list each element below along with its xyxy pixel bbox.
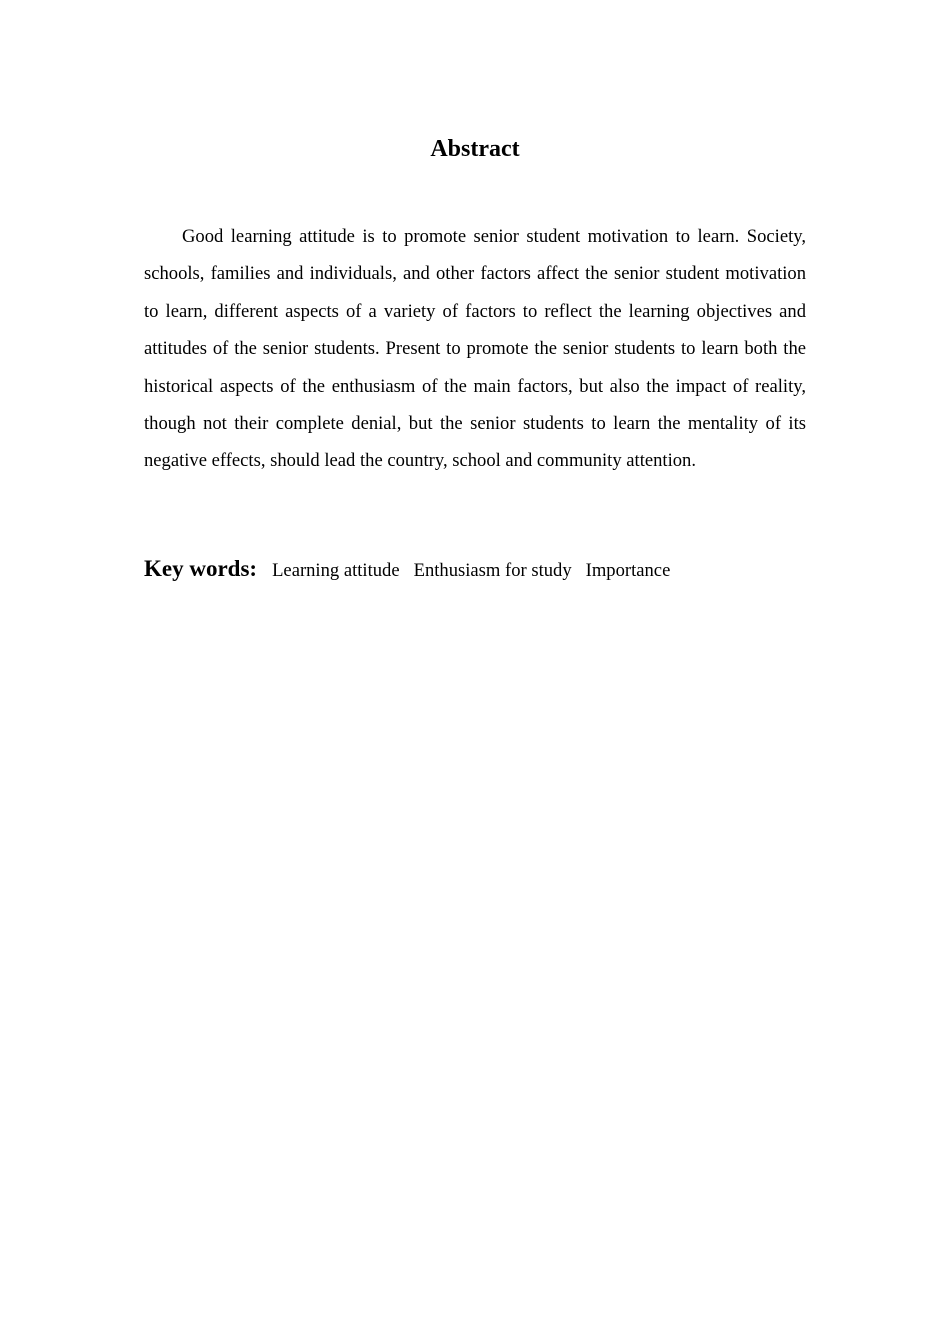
keywords-line xyxy=(144,552,806,589)
keyword-item: Learning attitude xyxy=(272,560,400,581)
abstract-body-text: Good learning attitude is to promote senior student motivation to learn. Society, schools, families and individuals, and other factors affect the senior student motivation to learn, different aspects of a variety of factors to reflect the learning objectives and attitudes of the senior students. Present to promote the senior students to learn both the historical aspects of the enthusiasm of the main factors, but also the impact of reality, though not their complete denial, but the senior students to learn the mentality of its negative effects, should lead the country, school and community attention. xyxy=(144,226,806,472)
keywords-label: Key words: xyxy=(144,556,258,581)
keyword-item: Enthusiasm for study xyxy=(413,560,572,581)
abstract-title: Abstract xyxy=(430,136,520,162)
keyword-item: Importance xyxy=(585,560,671,581)
